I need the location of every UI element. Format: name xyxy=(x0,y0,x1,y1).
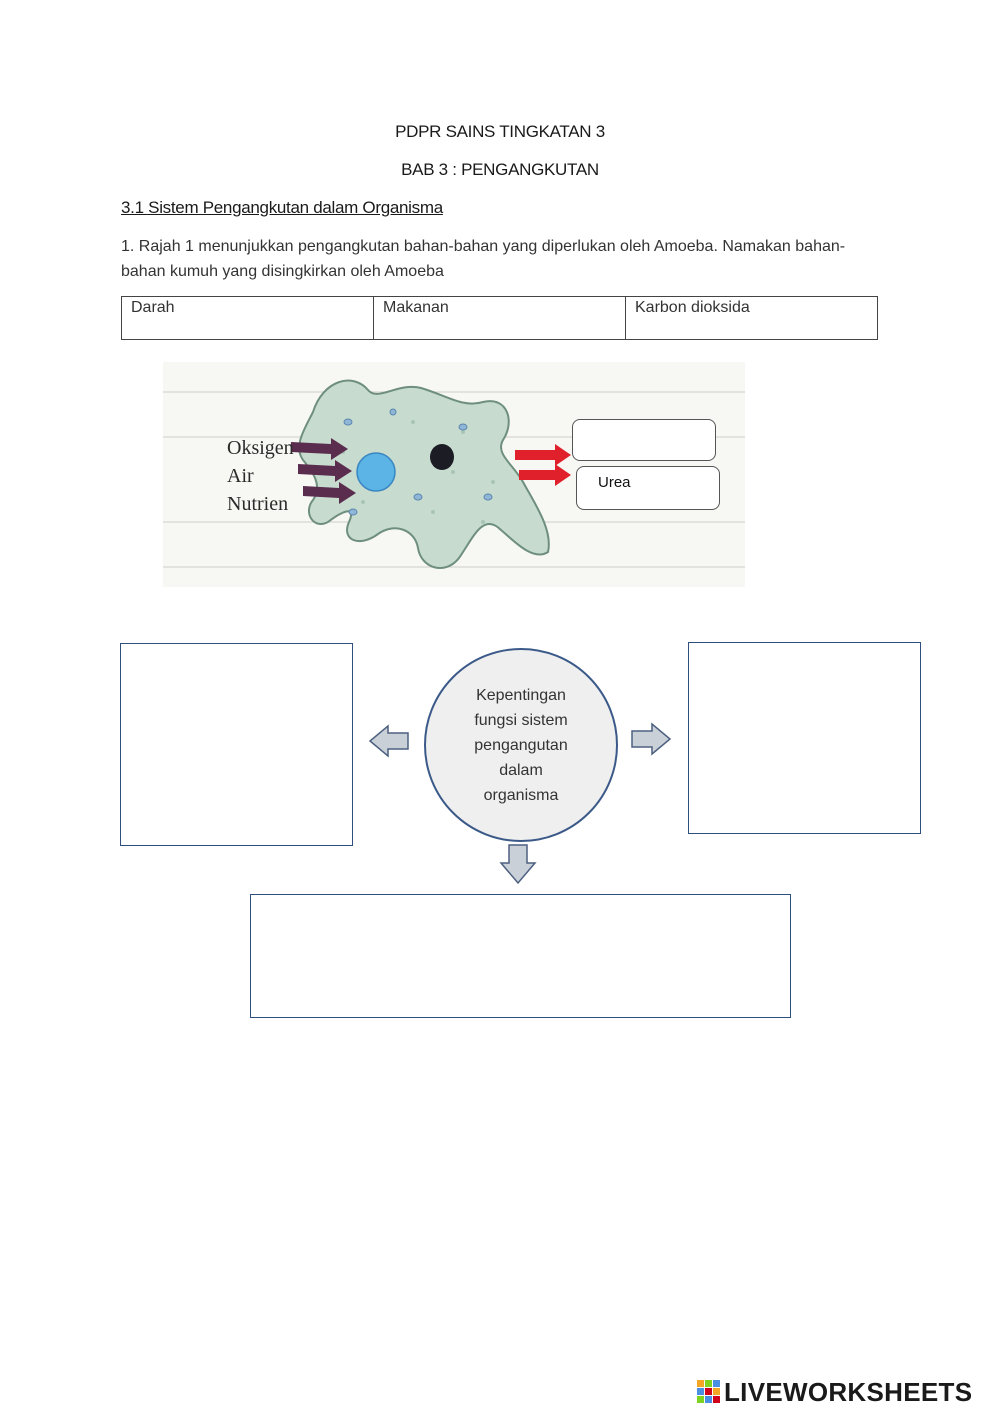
label-air: Air xyxy=(227,465,254,487)
left-answer-box[interactable] xyxy=(120,643,353,846)
option-makanan[interactable]: Makanan xyxy=(374,297,626,340)
slot-2-text: Urea xyxy=(598,474,631,491)
answer-options-table xyxy=(121,296,878,340)
worksheet-title: PDPR SAINS TINGKATAN 3 xyxy=(395,122,605,141)
excretion-answer-slot-1[interactable] xyxy=(572,419,716,461)
section-heading: 3.1 Sistem Pengangkutan dalam Organisma xyxy=(121,198,443,217)
option-karbon-dioksida[interactable]: Karbon dioksida xyxy=(626,297,878,340)
nucleus xyxy=(430,444,454,470)
arrow-down-icon xyxy=(499,843,537,885)
arrow-left-icon xyxy=(368,724,410,758)
brand-name: LIVEWORKSHEETS xyxy=(724,1377,973,1407)
liveworksheets-logo-icon xyxy=(697,1378,721,1408)
arrow-right-icon xyxy=(630,722,672,756)
label-nutrien: Nutrien xyxy=(227,493,289,515)
option-darah[interactable]: Darah xyxy=(122,297,374,340)
concept-center-text: Kepentingan fungsi sistem pengangutan dalam organisma xyxy=(474,687,568,804)
right-answer-box[interactable] xyxy=(688,642,921,834)
label-oksigen: Oksigen xyxy=(227,437,294,459)
vacuole xyxy=(357,453,395,491)
question-text: 1. Rajah 1 menunjukkan pengangkutan bahan-bahan yang diperlukan oleh Amoeba. Namakan bahan-bahan kumuh yang disingkirkan oleh Amoeba xyxy=(121,238,846,280)
bottom-answer-box[interactable] xyxy=(250,894,791,1018)
chapter-title: BAB 3 : PENGANGKUTAN xyxy=(401,160,599,179)
